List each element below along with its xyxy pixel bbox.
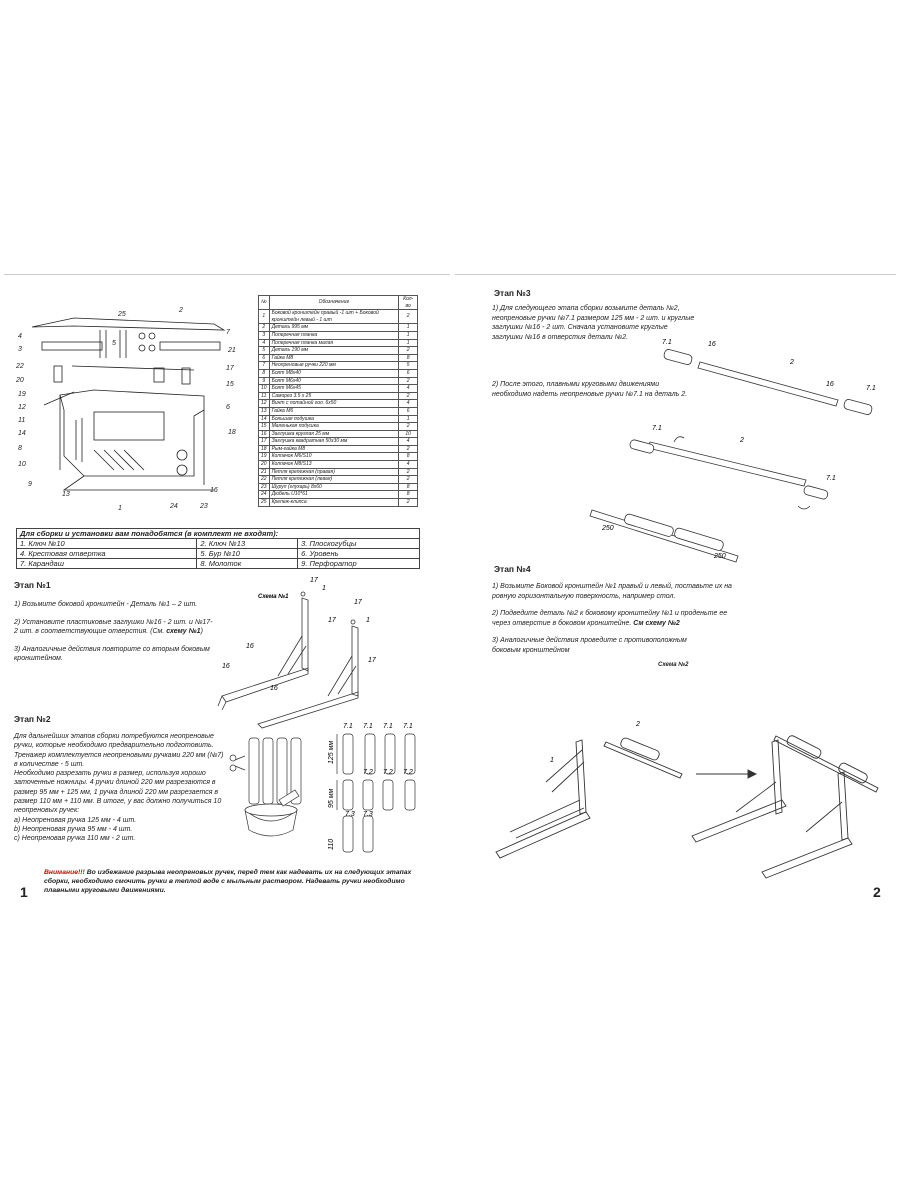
part-name: Саморез 3.5 х 25 xyxy=(269,392,399,400)
scheme1-label: 17 xyxy=(310,577,318,584)
stage2-line: Для дальнейших этапов сборки потребуются неопреновые xyxy=(14,733,214,740)
callout-label: 11 xyxy=(18,417,26,424)
tool-item: 9. Перфоратор xyxy=(298,559,420,569)
warning-lead: Внимание!!! xyxy=(44,869,85,876)
part-number: 17 xyxy=(259,438,270,446)
part-qty: 8 xyxy=(399,483,418,491)
tool-item: 6. Уровень xyxy=(298,549,420,559)
dimension-label: 250 xyxy=(714,553,726,560)
part-qty: 2 xyxy=(399,377,418,385)
part-number: 7 xyxy=(259,362,270,370)
stage3-step2: 2) После этого, плавными круговыми движениями xyxy=(492,381,660,388)
scheme1-ref: схему №1 xyxy=(166,628,201,635)
part-qty: 1 xyxy=(399,331,418,339)
col-name: Обозначение xyxy=(269,296,399,310)
part-name: Заглушка круглая 25 мм xyxy=(269,430,399,438)
page-number-left: 1 xyxy=(20,884,28,900)
stage2-line: Тренажер комплектуется неопреновыми ручками 220 мм (№7) xyxy=(14,751,224,759)
stage2-line: в количестве - 5 шт. xyxy=(14,760,85,768)
part-qty: 10 xyxy=(399,430,418,438)
part-number: 11 xyxy=(259,392,270,400)
stage2-line: ручки, которые необходимо предварительно подготовить. xyxy=(14,742,214,750)
part-number: 19 xyxy=(259,453,270,461)
stage3-step1-cont: неопреновые ручки №7.1 размером 125 мм - 2 шт. и круглые xyxy=(492,314,695,322)
parts-table-row xyxy=(259,310,418,324)
stage4-step3-cont: боковым кронштейном xyxy=(492,646,570,654)
part-name: Маленькая подушка xyxy=(269,423,399,431)
callout-label: 19 xyxy=(18,391,26,398)
stage2-line: a) Неопреновая ручка 125 мм - 4 шт. xyxy=(14,816,137,824)
part-qty: 2 xyxy=(399,468,418,476)
callout-label: 4 xyxy=(18,333,22,340)
handle-label: 7.2 xyxy=(403,769,413,776)
part-name: Поперечная планка xyxy=(269,331,399,339)
part-name: Болт М6х45 xyxy=(269,385,399,393)
tool-item: 1. Ключ №10 xyxy=(17,539,197,549)
dimension-label: 110 xyxy=(328,838,335,850)
warning-block xyxy=(44,868,444,895)
part-name: Неопреновые ручки 220 мм xyxy=(269,362,399,370)
scheme2-ref: См схему №2 xyxy=(633,619,680,627)
part-qty: 8 xyxy=(399,491,418,499)
part-name: Болт М8х40 xyxy=(269,369,399,377)
parts-table-row xyxy=(259,483,418,491)
parts-table xyxy=(258,295,418,507)
handle-label: 7.3 xyxy=(363,811,373,818)
stage4-step1: 1) Возьмите Боковой кронштейн №1 правый и левый, поставьте их на xyxy=(492,583,732,590)
callout-label: 9 xyxy=(28,481,32,488)
scheme1-label: 16 xyxy=(270,685,278,692)
part-name: Крепеж-клипса xyxy=(269,499,399,507)
parts-table-row xyxy=(259,324,418,332)
tool-item: 4. Крестовая отвертка xyxy=(17,549,197,559)
parts-table-row xyxy=(259,347,418,355)
part-name: Гайка М8 xyxy=(269,354,399,362)
tool-item: 5. Бур №10 xyxy=(197,549,298,559)
stage2-line: c) Неопреновая ручка 110 мм - 2 шт. xyxy=(14,835,136,843)
part-name: Шуруп (глухарь) 8х60 xyxy=(269,483,399,491)
dimension-label: 125 мм xyxy=(328,740,335,764)
part-qty: 2 xyxy=(399,476,418,484)
callout-label: 25 xyxy=(118,311,126,318)
stage3-step1-cont: заглушки №16 - 2 шт. Сначала установите круглые xyxy=(492,324,668,331)
part-number: 13 xyxy=(259,407,270,415)
stage3-title: Этап №3 xyxy=(494,288,531,298)
stage4-step3: 3) Аналогичные действия проведите с противоположным xyxy=(492,637,687,644)
scheme2-label: 2 xyxy=(636,721,640,728)
handle-label: 7.1 xyxy=(383,723,393,730)
part-number: 23 xyxy=(259,483,270,491)
part-qty: 6 xyxy=(399,407,418,415)
handle-label: 7.1 xyxy=(403,723,413,730)
col-number: № xyxy=(259,296,270,310)
part-name: Рым-гайка М8 xyxy=(269,445,399,453)
part-number: 14 xyxy=(259,415,270,423)
part-qty: 4 xyxy=(399,385,418,393)
parts-table-row xyxy=(259,445,418,453)
callout-label: 20 xyxy=(16,377,24,384)
part-qty: 2 xyxy=(399,310,418,324)
scheme1-label: 17 xyxy=(328,617,336,624)
stage3-label: 7.1 xyxy=(662,339,672,346)
assembly-drawing xyxy=(14,300,244,520)
parts-table-row xyxy=(259,415,418,423)
stage3-step1-cont: заглушки №16 в отверстия детали №2. xyxy=(492,333,629,341)
part-name: Гайка М6 xyxy=(269,407,399,415)
part-qty: 4 xyxy=(399,438,418,446)
parts-table-row xyxy=(259,369,418,377)
parts-table-row xyxy=(259,476,418,484)
scheme2-title: Схема №2 xyxy=(658,662,689,668)
parts-table-row xyxy=(259,339,418,347)
callout-label: 8 xyxy=(18,445,22,452)
part-name: Поперечная планка малая xyxy=(269,339,399,347)
scheme1-label: 16 xyxy=(246,643,254,650)
warning-text: Во избежание разрыва неопреновых ручек, перед тем как надевать их на следующих этапах xyxy=(84,869,412,876)
callout-label: 15 xyxy=(226,381,234,388)
part-qty: 2 xyxy=(399,423,418,431)
stage3-label: 2 xyxy=(790,359,794,366)
part-qty: 5 xyxy=(399,362,418,370)
callout-label: 24 xyxy=(170,503,178,510)
part-qty: 1 xyxy=(399,324,418,332)
parts-table-row xyxy=(259,499,418,507)
part-qty: 4 xyxy=(399,461,418,469)
part-qty: 4 xyxy=(399,400,418,408)
stage2-title: Этап №2 xyxy=(14,714,51,724)
handle-label: 7.3 xyxy=(345,811,355,818)
scheme1-title: Схема №1 xyxy=(258,594,289,600)
tools-table xyxy=(16,528,420,569)
callout-label: 16 xyxy=(210,487,218,494)
warning-text: сборки, необходимо смочить ручки в теплой воде с мыльным раствором. Надевать ручки необходимо xyxy=(44,878,405,885)
stage2-line: Необходимо разрезать ручки в размер, используя хорошо xyxy=(14,770,206,778)
part-qty: 2 xyxy=(399,347,418,355)
part-qty: 1 xyxy=(399,415,418,423)
stage4-text xyxy=(492,582,782,655)
parts-table-header xyxy=(259,296,418,310)
tools-title: Для сборки и установки вам понадобятся (в комплект не входят): xyxy=(17,529,420,539)
part-number: 25 xyxy=(259,499,270,507)
part-number: 6 xyxy=(259,354,270,362)
parts-table-row xyxy=(259,385,418,393)
callout-label: 1 xyxy=(118,505,122,512)
part-number: 21 xyxy=(259,468,270,476)
part-qty: 8 xyxy=(399,453,418,461)
part-number: 1 xyxy=(259,310,270,324)
part-number: 2 xyxy=(259,324,270,332)
stage3-drawing xyxy=(590,322,890,562)
callout-label: 22 xyxy=(16,363,24,370)
parts-table-row xyxy=(259,377,418,385)
stage2-line: размер 110 мм + 110 мм. В итоге, у вас должно получиться 10 xyxy=(14,798,222,806)
dimension-label: 250 xyxy=(602,525,614,532)
handle-label: 7.2 xyxy=(363,769,373,776)
stage4-title: Этап №4 xyxy=(494,564,531,574)
parts-table-row xyxy=(259,461,418,469)
tool-item: 3. Плоскогубцы xyxy=(298,539,420,549)
handle-label: 7.2 xyxy=(383,769,393,776)
stage3-label: 16 xyxy=(826,381,834,388)
part-number: 22 xyxy=(259,476,270,484)
part-number: 10 xyxy=(259,385,270,393)
stage1-step3-cont: кронштейном. xyxy=(14,655,63,662)
part-qty: 6 xyxy=(399,369,418,377)
part-name: Большая подушка xyxy=(269,415,399,423)
callout-label: 6 xyxy=(226,404,230,411)
parts-table-row xyxy=(259,468,418,476)
part-name: Деталь 995 мм xyxy=(269,324,399,332)
tool-item: 2. Ключ №13 xyxy=(197,539,298,549)
callout-label: 10 xyxy=(18,461,26,468)
part-name: Колпачок М6/S10 xyxy=(269,453,399,461)
part-name: Петля крепежная (левая) xyxy=(269,476,399,484)
part-number: 20 xyxy=(259,461,270,469)
stage3-label: 2 xyxy=(740,437,744,444)
parts-table-row xyxy=(259,354,418,362)
part-number: 12 xyxy=(259,400,270,408)
stage4-step2-cont xyxy=(492,619,782,629)
stage3-step1: 1) Для следующего этапа сборки возьмите деталь №2, xyxy=(492,305,680,312)
part-number: 4 xyxy=(259,339,270,347)
part-number: 3 xyxy=(259,331,270,339)
part-number: 5 xyxy=(259,347,270,355)
parts-table-row xyxy=(259,362,418,370)
callout-label: 5 xyxy=(112,340,116,347)
stage2-line: заточенные ножницы. 4 ручки длиной 220 мм разрезаются в xyxy=(14,779,216,787)
callout-label: 14 xyxy=(18,430,26,437)
stage3-step2-cont: необходимо надеть неопреновые ручки №7.1 на деталь 2. xyxy=(492,390,688,398)
dimension-label: 95 мм xyxy=(328,788,335,808)
handle-label: 7.1 xyxy=(343,723,353,730)
parts-table-row xyxy=(259,407,418,415)
part-number: 15 xyxy=(259,423,270,431)
stage3-label: 16 xyxy=(708,341,716,348)
part-name: Петля крепежная (правая) xyxy=(269,468,399,476)
callout-label: 23 xyxy=(200,503,208,510)
part-qty: 8 xyxy=(399,354,418,362)
part-number: 9 xyxy=(259,377,270,385)
stage3-label: 7.1 xyxy=(826,475,836,482)
stage1-step2: 2) Установите пластиковые заглушки №16 - 2 шт. и №17- xyxy=(14,618,213,626)
parts-table-row xyxy=(259,331,418,339)
part-name: Боковой кронштейн правый -1 шт + Боковой кронштейн левый - 1 шт xyxy=(269,310,399,324)
part-number: 18 xyxy=(259,445,270,453)
part-name: Винт с потайной гол. 6х50 xyxy=(269,400,399,408)
part-name: Колпачок М8/S13 xyxy=(269,461,399,469)
part-qty: 2 xyxy=(399,499,418,507)
callout-label: 3 xyxy=(18,346,22,353)
scheme1-label: 1 xyxy=(366,617,370,624)
parts-table-row xyxy=(259,491,418,499)
stage2-drawing xyxy=(225,720,425,860)
stage2-line: размер 95 мм + 125 мм, 1 ручка длиной 220 мм разрезается в xyxy=(14,788,219,796)
parts-table-row xyxy=(259,392,418,400)
stage2-line: b) Неопреновая ручка 95 мм - 4 шт. xyxy=(14,825,133,833)
parts-table-row xyxy=(259,423,418,431)
scheme1-drawing xyxy=(208,576,388,726)
part-number: 16 xyxy=(259,430,270,438)
callout-label: 13 xyxy=(62,491,70,498)
tool-item: 7. Карандаш xyxy=(17,559,197,569)
parts-table-row xyxy=(259,430,418,438)
part-name: Деталь 190 мм xyxy=(269,347,399,355)
stage1-title: Этап №1 xyxy=(14,580,51,590)
callout-label: 7 xyxy=(226,329,230,336)
stage2-line: неопреновых ручек: xyxy=(14,807,80,815)
stage1-step3: 3) Аналогичные действия повторите со вторым боковым xyxy=(14,645,210,653)
part-number: 24 xyxy=(259,491,270,499)
part-name: Болт М6х40 xyxy=(269,377,399,385)
stage4-step1-cont: ровную горизонтальную поверхность, например стол. xyxy=(492,592,676,600)
stage3-label: 7.1 xyxy=(866,385,876,392)
parts-table-row xyxy=(259,400,418,408)
page-number-right: 2 xyxy=(873,884,881,900)
scheme1-label: 16 xyxy=(222,663,230,670)
scheme2-label: 1 xyxy=(550,757,554,764)
parts-table-row xyxy=(259,438,418,446)
callout-label: 21 xyxy=(228,347,236,354)
part-name: Заглушка квадратная 50х30 мм xyxy=(269,438,399,446)
scheme1-label: 17 xyxy=(368,657,376,664)
parts-table-row xyxy=(259,453,418,461)
part-qty: 1 xyxy=(399,339,418,347)
stage1-step2-end: ) xyxy=(200,628,203,635)
stage3-label: 7.1 xyxy=(652,425,662,432)
part-qty: 2 xyxy=(399,392,418,400)
stage4-step2-text: через отверстие в боковом кронштейне. xyxy=(492,619,634,627)
warning-text: плавными круговыми движениями. xyxy=(44,887,166,894)
scheme1-label: 17 xyxy=(354,599,362,606)
scheme2-drawing xyxy=(486,712,886,882)
tool-item: 8. Молоток xyxy=(197,559,298,569)
col-qty: Кол-во xyxy=(399,296,418,310)
stage1-step1: 1) Возьмите боковой кронштейн - Деталь №1 – 2 шт. xyxy=(14,601,198,608)
handle-label: 7.1 xyxy=(363,723,373,730)
stage2-text xyxy=(14,732,244,844)
part-qty: 2 xyxy=(399,445,418,453)
callout-label: 2 xyxy=(179,307,183,314)
callout-label: 17 xyxy=(226,365,234,372)
stage1-step2-text: 2 шт. в соответствующие отверстия. (См. xyxy=(14,628,167,635)
callout-label: 18 xyxy=(228,429,236,436)
scheme1-label: 1 xyxy=(322,585,326,592)
part-name: Дюбель U10*61 xyxy=(269,491,399,499)
callout-label: 12 xyxy=(18,404,26,411)
part-number: 8 xyxy=(259,369,270,377)
stage4-step2: 2) Подведите деталь №2 к боковому кронштейну №1 и проденьте ее xyxy=(492,610,728,617)
